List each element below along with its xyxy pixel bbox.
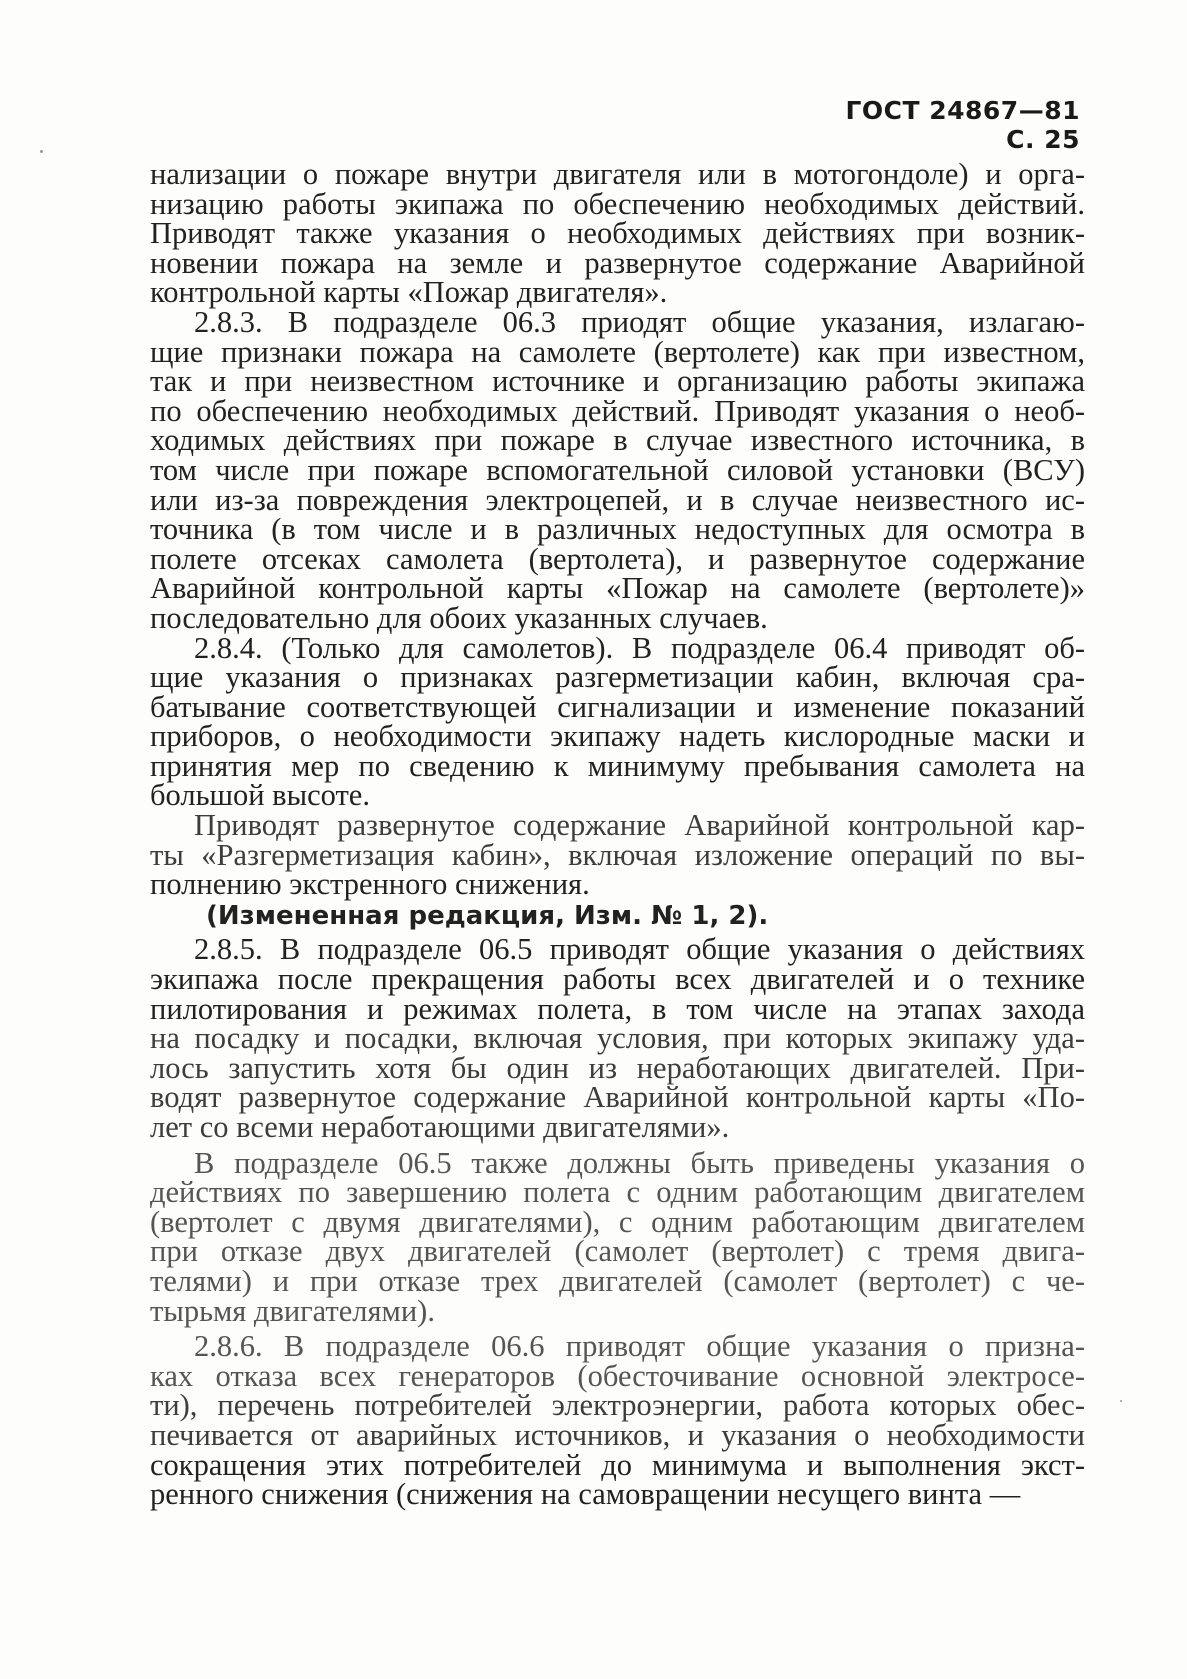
text-line: при отказе двух двигателей (самолет (вертолет) с тремя двига- [150, 1234, 1085, 1269]
text-line: лось запустить хотя бы один из неработающих двигателей. При- [150, 1050, 1085, 1085]
text-line: приборов, о необходимости экипажу надеть кислородные маски и [150, 719, 1085, 754]
paragraph-checklist [150, 808, 1085, 902]
text-line: так и при неизвестном источнике и организацию работы экипажа [150, 364, 1085, 399]
text-line: щие указания о признаках разгерметизации кабин, включая сра- [150, 660, 1085, 695]
text-line: ходимых действиях при пожаре в случае известного источника, в [150, 423, 1085, 458]
text-line: телями) и при отказе трех двигателей (самолет (вертолет) с че- [150, 1263, 1085, 1298]
text-line: контрольной карты «Пожар двигателя». [150, 275, 668, 310]
text-line: ренного снижения (снижения на самовращении несущего винта — [150, 1477, 1021, 1512]
paragraph-06-5-extra [150, 1145, 1085, 1328]
text-line: тырьмя двигателями). [150, 1293, 435, 1328]
text-line: большой высоте. [150, 778, 370, 813]
paragraph-2-8-6 [150, 1329, 1085, 1512]
text-line: лет со всеми неработающими двигателями». [150, 1110, 730, 1144]
text-line: Аварийной контрольной карты «Пожар на самолете (вертолете)» [150, 571, 1085, 606]
text-line: Приводят также указания о необходимых действиях при возник- [150, 216, 1085, 251]
text-line: батывание соответствующей сигнализации и изменение показаний [150, 689, 1085, 724]
amendment-note: (Измененная редакция, Изм. № 1, 2). [206, 900, 769, 931]
text-line: щие признаки пожара на самолете (вертолете) как при известном, [150, 334, 1085, 369]
text-line: низацию работы экипажа по обеспечению необходимых действий. [150, 186, 1085, 221]
paragraph-1 [150, 157, 1085, 310]
text-line: В подразделе 06.5 также должны быть приведены указания о [194, 1145, 1085, 1180]
scan-speck [40, 150, 43, 153]
text-line: по обеспечению необходимых действий. Приводят указания о необ- [150, 393, 1085, 428]
text-line: на посадку и посадки, включая условия, при которых экипажу уда- [150, 1021, 1085, 1056]
text-line: последовательно для обоих указанных случаев. [150, 600, 768, 635]
text-line: пилотирования и режимах полета, в том числе на этапах захода [150, 991, 1085, 1026]
text-line: 2.8.5. В подразделе 06.5 приводят общие указания о действиях [194, 932, 1085, 967]
text-line: сокращения этих потребителей до минимума и выполнения экст- [150, 1447, 1085, 1482]
text-line: 2.8.6. В подразделе 06.6 приводят общие указания о призна- [194, 1329, 1085, 1364]
text-line: ках отказа всех генераторов (обесточивание основной электросе- [150, 1358, 1085, 1393]
text-line: том числе при пожаре вспомогательной силовой установки (ВСУ) [150, 452, 1085, 487]
text-line: ти), перечень потребителей электроэнергии, работа которых обес- [150, 1388, 1085, 1423]
text-line: печивается от аварийных источников, и указания о необходимости [150, 1417, 1085, 1452]
text-line: новении пожара на земле и развернутое содержание Аварийной [150, 245, 1085, 280]
paragraph-2-8-3 [150, 304, 1085, 635]
scan-speck [1120, 1400, 1122, 1402]
text-line: экипажа после прекращения работы всех двигателей и о технике [150, 962, 1085, 997]
text-line: полнению экстренного снижения. [150, 867, 590, 902]
text-line: или из-за повреждения электроцепей, и в случае неизвестного ис- [150, 482, 1085, 517]
paragraph-2-8-4 [150, 630, 1085, 813]
text-line: (вертолет с двумя двигателями), с одним работающим двигателем [150, 1204, 1085, 1239]
text-line: точника (в том числе и в различных недоступных для осмотра в [150, 512, 1085, 547]
text-line: действиях по завершению полета с одним работающим двигателем [150, 1175, 1085, 1210]
text-line: принятия мер по сведению к минимуму пребывания самолета на [150, 748, 1085, 783]
text-line: ты «Разгерметизация кабин», включая изложение операций по вы- [150, 837, 1085, 872]
text-line: Приводят развернутое содержание Аварийной контрольной кар- [194, 808, 1085, 843]
text-line: нализации о пожаре внутри двигателя или в мотогондоле) и орга- [150, 157, 1085, 191]
text-line: водят развернутое содержание Аварийной контрольной карты «По- [150, 1080, 1085, 1115]
body-text [150, 157, 1085, 1512]
text-line: 2.8.3. В подразделе 06.3 приодят общие указания, излагаю- [194, 304, 1085, 339]
text-line: полете отсеках самолета (вертолета), и развернутое содержание [150, 541, 1085, 576]
running-header: ГОСТ 24867—81 С. 25 [845, 96, 1080, 154]
text-line: 2.8.4. (Только для самолетов). В подразделе 06.4 приводят об- [194, 630, 1085, 665]
paragraph-2-8-5 [150, 932, 1085, 1144]
